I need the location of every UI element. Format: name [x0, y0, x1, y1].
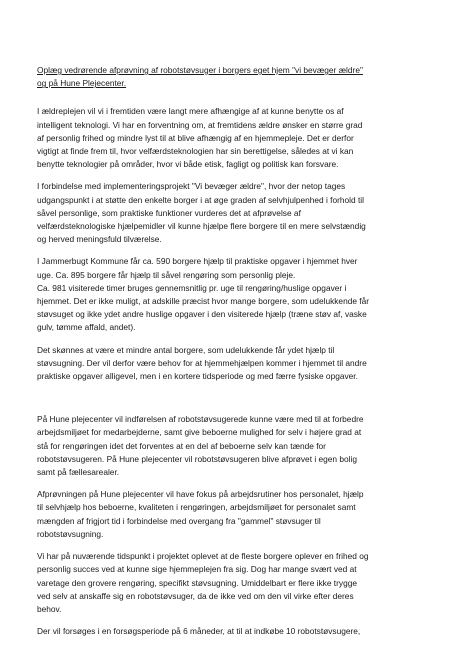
text-line: arbejdsmiljøet for medarbejderne, samt give beboerne mulighed for selv i højere grad at — [37, 427, 362, 438]
text-line: hjemmet. Det er ikke muligt, at adskille præcist hvor mange borgere, som udelukkende får — [37, 296, 370, 307]
paragraph-trial — [37, 625, 421, 638]
text-line: Der vil forsøges i en forsøgsperiode på 6 måneder, at til at indkøbe 10 robotstøvsugere, — [37, 626, 361, 637]
text-line: robotstøvsugning. — [37, 528, 104, 539]
text-line: På Hune plejecenter vil indførelsen af robotstøvsugerede kunne være med til at forbedre — [37, 414, 364, 425]
text-line: Afprøvningen på Hune plejecenter vil have fokus på arbejdsrutiner hos personalet, hjælp — [37, 489, 364, 500]
title-line: Oplæg vedrørende afprøvning af robotstøvsuger i borgers eget hjem "vi bevæger ældre" — [37, 65, 363, 75]
text-line: robotstøvsugeren. På Hune plejecenter vil robotstøvsugeren blive afprøvet i egen bolig — [37, 453, 358, 464]
paragraph-focus — [37, 488, 421, 541]
text-line: praktiske opgaver alligevel, men i en kortere tidsperiode og med færre fysiske opgaver. — [37, 371, 358, 382]
text-line: I forbindelse med implementeringsprojekt "Vi bevæger ældre", hvor der netop tages — [37, 181, 346, 192]
text-line: Ca. 981 visiterede timer bruges gennemsnitlig pr. uge til rengøring/huslige opgaver i — [37, 282, 347, 293]
title-line: og på Hune Plejecenter. — [37, 78, 127, 89]
text-line: I ældreplejen vil vi i fremtiden være langt mere afhængige af at kunne benytte os af — [37, 106, 344, 117]
document-body — [37, 64, 421, 647]
text-line: Vi har på nuværende tidspunkt i projektet oplevet at de fleste borgere oplever en frihed og — [37, 551, 369, 562]
text-line: vigtigt at finde frem til, hvor velfærdsteknologien har sin berettigelse, således at vi kan — [37, 146, 354, 157]
text-line: I Jammerbugt Kommune får ca. 590 borgere hjælp til praktiske opgaver i hjemmet hver — [37, 256, 358, 267]
text-line: samt på fællesarealer. — [37, 467, 120, 478]
text-line: af personlig frihed og mindre lyst til at blive afhængig af en hjemmepleje. Det er derfor — [37, 132, 354, 143]
text-line: stå for rengøringen idet det forventes at en del af beboerne selv kan tænde for — [37, 440, 326, 451]
text-line: mængden af frigjort tid i forbindelse med overgang fra "gammel" støvsuger til — [37, 515, 321, 526]
text-line: behov. — [37, 603, 62, 614]
text-line: intelligent teknologi. Vi har en forventning om, at fremtidens ældre ønsker en større grad — [37, 119, 363, 130]
text-line: Det skønnes at være et mindre antal borgere, som udelukkende får ydet hjælp til — [37, 344, 335, 355]
text-line: såvel personlige, som praktiske funktioner vurderes det at afprøvelse af — [37, 207, 301, 218]
text-line: benytte teknologier på områder, hvor vi både etisk, fagligt og politisk kan forsvare. — [37, 159, 339, 170]
text-line: udgangspunkt i at støtte den enkelte borger i at øge graden af selvhjulpenhed i forhold til — [37, 194, 365, 205]
text-line: støvsugning. Der vil derfor være behov for at hjemmehjælpen kommer i hjemmet til andre — [37, 357, 367, 368]
text-line: til selvhjælp hos beboerne, kvaliteten i rengøringen, arbejdsmiljøet for personalet samt — [37, 502, 356, 513]
paragraph-statistics — [37, 255, 421, 334]
text-line: personlig succes ved at kunne sige hjemmeplejen fra sig. Dog har mange svært ved at — [37, 564, 357, 575]
paragraph-project — [37, 180, 421, 246]
paragraph-hune — [37, 413, 421, 479]
text-line: uge. Ca. 895 borgere får hjælp til såvel rengøring som personlig pleje. — [37, 269, 296, 280]
text-line: støvsuget og ikke ydet andre huslige opgaver i den visiterede hjælp (træne støv af, vaske — [37, 309, 367, 320]
text-line: varetage den grovere rengøring, specifikt støvsugning. Umiddelbart er flere ikke trygge — [37, 577, 357, 588]
paragraph-experience — [37, 550, 421, 616]
document-title — [37, 64, 421, 90]
paragraph-intro — [37, 105, 421, 171]
text-line: velfærdsteknologiske hjælpemidler vil kunne hjælpe flere borgere til en mere selvstændig — [37, 221, 366, 232]
text-line: og herved meningsfuld tilværelse. — [37, 234, 162, 245]
text-line: gulv, tømme affald, andet). — [37, 322, 136, 333]
paragraph-estimate — [37, 344, 421, 384]
text-line: ved selv at anskaffe sig en robotstøvsuger, da de ikke ved om den vil virke efter deres — [37, 590, 354, 601]
section-spacer — [37, 392, 421, 413]
